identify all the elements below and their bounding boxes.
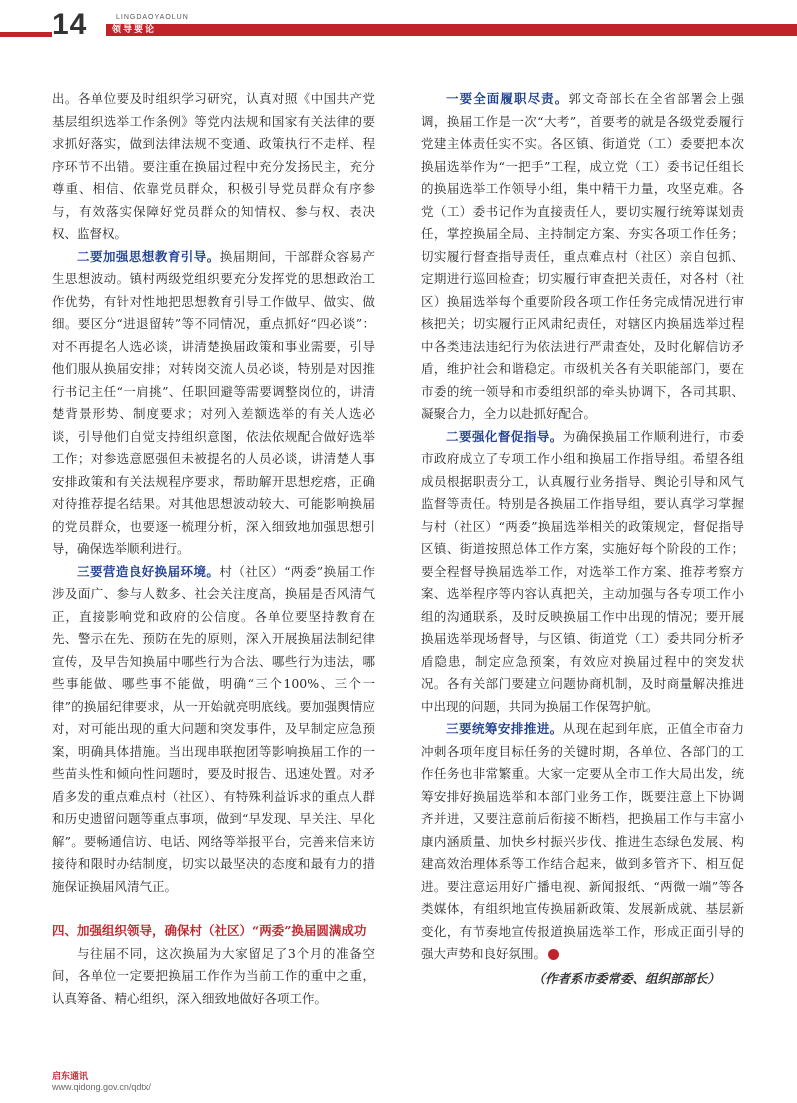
paragraph-body: 换届期间，干部群众容易产生思想波动。镇村两级党组织要充分发挥党的思想政治工作优势，有针对性地把思想教育引导工作做早、做实、做细。要区分“进退留转”等不同情况，重点抓好“四必谈”：对不再提名人选必谈，讲清楚换届政策和事业需要，引导他们服从换届安排；对转岗交流人员必谈，特别是对因推行书记主任“一肩挑”、任职回避等需要调整岗位的，讲清楚背景形势、制度要求；对列入差额选举的有关人选必谈，引导他们自觉支持组织意图，依法依规配合做好选举工作；对参选意愿强但未被提名的人员必谈，讲清楚人事安排政策和有关法规程序要求，帮助解开思想疙瘩，正确对待推荐提名结果。对其他思想波动较大、可能影响换届的党员群众，也要逐一梳理分析，深入细致地加强思想引导，确保选举顺利进行。 — [52, 248, 375, 556]
page-header — [0, 0, 797, 60]
paragraph-body: 村（社区）“两委”换届工作涉及面广、参与人数多、社会关注度高，换届是否风清气正，直接影响党和政府的公信度。各单位要坚持教育在先、警示在先、预防在先的原则，深入开展换届法制纪律宣传，及早告知换届中哪些行为合法、哪些行为违法，哪些事能做、哪些事不能做，明确“三个100%、三个一律”的换届纪律要求，从一开始就亮明底线。要加强舆情应对，对可能出现的重大问题和突发事件，及早制定应急预案，明确具体措施。当出现串联抱团等影响换届工作的一些苗头性和倾向性问题时，要及时报告、迅速处置。对矛盾多发的重点难点村（社区）、有特殊利益诉求的重点人群和历史遗留问题等重点事项，做到“早发现、早关注、早化解”。要畅通信访、电话、网络等举报平台，完善来信来访接待和限时办结制度，切实以最坚决的态度和最有力的措施保证换届风清气正。 — [52, 563, 375, 894]
author-signature: （作者系市委常委、组织部部长） — [532, 970, 720, 986]
lead-heading: 二要强化督促指导。 — [446, 428, 563, 444]
paragraph-body: 为确保换届工作顺利进行，市委市政府成立了专项工作小组和换届工作指导组。希望各组成员根据职责分工，认真履行业务指导、舆论引导和风气监督等责任。特别是各换届工作指导组，要认真学习掌握与村（社区）“两委”换届选举相关的政策规定，督促指导区镇、街道按照总体工作方案，实施好每个阶段的工作；要全程督导换届选举工作，对选举工作方案、推荐考察方案、选举程序等内容认真把关，主动加强与各专项工作小组的沟通联系，及时反映换届工作中出现的情况；要开展换届选举现场督导，与区镇、街道党（工）委共同分析矛盾隐患，制定应急预案，有效应对换届过程中的突发状况。各有关部门要建立问题协商机制，及时商量解决推进中出现的问题，共同为换届工作保驾护航。 — [421, 428, 744, 714]
footer-magazine-name: 启东通讯 — [52, 1072, 89, 1082]
left-paragraph-3 — [52, 561, 375, 899]
left-paragraph-2 — [52, 246, 375, 561]
right-column — [421, 88, 744, 990]
page-number: 14 — [52, 8, 88, 41]
lead-heading: 二要加强思想教育引导。 — [77, 248, 220, 264]
lead-heading: 一要全面履职尽责。 — [446, 91, 569, 106]
footer-url[interactable]: www.qidong.gov.cn/qdtx/ — [52, 1082, 151, 1092]
end-mark-icon — [548, 949, 559, 960]
left-paragraph-1: 出。各单位要及时组织学习研究，认真对照《中国共产党基层组织选举工作条例》等党内法规和国家有关法律的要求抓好落实，做到法律法规不变通、政策执行不走样、程序环节不出错。要注重在换届过程中充分发扬民主，充分尊重、相信、依靠党员群众，积极引导党员群众有序参与，有效落实保障好党员群众的知情权、参与权、表决权、监督权。 — [52, 91, 375, 241]
section-subtitle-en: LINGDAOYAOLUN — [116, 14, 189, 21]
right-paragraph-2 — [421, 426, 744, 719]
left-column — [52, 88, 375, 1010]
paragraph-body: 从现在起到年底，正值全市奋力冲刺各项年度目标任务的关键时期，各单位、各部门的工作任务也非常繁重。大家一定要从全市工作大局出发，统筹安排好换届选举和本部门业务工作，既要注意上下协调齐并进，又要注意前后衔接不断档，把换届工作与丰富小康内涵质量、加快乡村振兴步伐、推进生态绿色发展、构建高效治理体系等工作结合起来，做到多管齐下、相互促进。要注意运用好广播电视、新闻报纸、“两微一端”等各类媒体，有组织地宣传换届新政策、发展新成就、基层新变化，有节奏地宣传报道换届选举工作，形成正面引导的强大声势和良好氛围。 — [421, 721, 744, 961]
section-subtitle-cn: 领导要论 — [112, 25, 157, 35]
lead-heading: 三要统筹安排推进。 — [446, 721, 563, 736]
right-paragraph-1 — [421, 88, 744, 426]
paragraph-body: 郭文奇部长在全省部署会上强调，换届工作是一次“大考”，首要考的就是各级党委履行党建主体责任实不实。各区镇、街道党（工）委要把本次换届选举作为“一把手”工程，成立党（工）委书记任组长的换届选举工作领导小组，集中精干力量，攻坚克难。各党（工）委书记作为直接责任人，要切实履行统筹谋划责任，掌控换届全局、主持制定方案、夯实各项工作任务；切实履行督查指导责任，重点难点村（社区）亲自包抓、定期进行巡回检查；切实履行审查把关责任，对各村（社区）换届选举每个重要阶段各项工作任务完成情况进行审核把关；切实履行正风肃纪责任，对辖区内换届选举过程中各类违法违纪行为依法进行严肃查处，及时化解信访矛盾，维护社会和谐稳定。市级机关各有关职能部门，要在市委的统一领导和市委组织部的牵头协调下，各司其职、凝聚合力，全力以赴抓好配合。 — [421, 91, 744, 421]
left-paragraph-4: 与往届不同，这次换届为大家留足了3个月的准备空间，各单位一定要把换届工作作为当前工作的重中之重，认真筹备、精心组织，深入细致地做好各项工作。 — [52, 945, 375, 1006]
lead-heading: 三要营造良好换届环境。 — [77, 563, 220, 579]
section-heading: 四、加强组织领导，确保村（社区）“两委”换届圆满成功 — [52, 923, 367, 938]
header-red-bar — [106, 24, 797, 36]
right-paragraph-3 — [421, 718, 744, 966]
header-rule-left — [0, 32, 52, 37]
